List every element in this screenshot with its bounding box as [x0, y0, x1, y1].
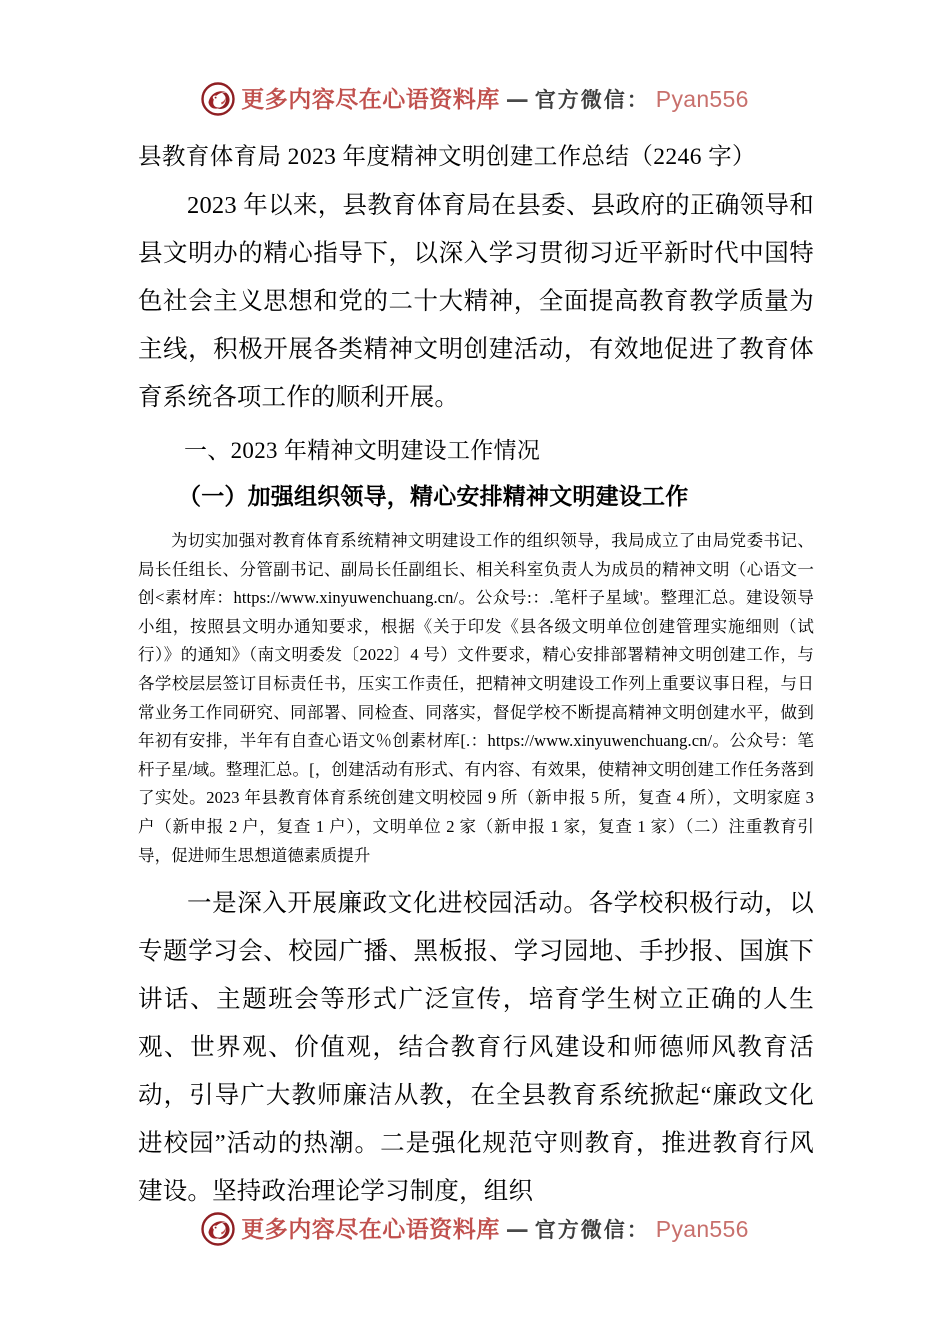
watermark-dash: — [505, 85, 529, 113]
spiral-emblem-icon [201, 1212, 235, 1246]
spacer [138, 870, 814, 880]
watermark-wechat-handle: Pyan556 [655, 85, 749, 112]
footer-watermark [0, 1212, 950, 1246]
watermark-dash: — [505, 1215, 529, 1243]
paragraph-clean-government-culture: 一是深入开展廉政文化进校园活动。各学校积极行动，以专题学习会、校园广播、黑板报、学习园地、手抄报、国旗下讲话、主题班会等形式广泛宣传，培育学生树立正确的人生观、世界观、价值观，结合教育行风建设和师德师风教育活动，引导广大教师廉洁从教，在全县教育系统掀起“廉政文化进校园”活动的热潮。二是强化规范守则教育，推进教育行风建设。坚持政治理论学习制度，组织 [138, 890, 814, 1206]
heading-subsection-one: （一）加强组织领导，精心安排精神文明建设工作 [178, 484, 689, 509]
spiral-emblem-icon [201, 82, 235, 116]
heading-section-one: 一、2023 年精神文明建设工作情况 [184, 438, 541, 463]
paragraph-organization-leadership: 为切实加强对教育体育系统精神文明建设工作的组织领导，我局成立了由局党委书记、局长任组长、分管副书记、副局长任副组长、相关科室负责人为成员的精神文明（心语文一创<素材库：https://www.xinyuwenchuang.cn/。公众号:：.笔杆子星域'。整理汇总。建设领导小组，按照县文明办通知要求，根据《关于印发《县各级文明单位创建管理实施细则（试行）》的通知》（南文明委发〔2022〕4 号）文件要求，精心安排部署精神文明创建工作，与各学校层层签订目标责任书，压实工作责任，把精神文明建设工作列上重要议事日程，与日常业务工作同研究、同部署、同检查、同落实，督促学校不断提高精神文明创建水平，做到年初有安排，半年有自查心语文％创素材库[.：https://www.xinyuwenchuang.cn/。公众号：笔杆子星/域。整理汇总。[，创建活动有形式、有内容、有效果，使精神文明创建工作任务落到了实处。2023 年县教育体育系统创建文明校园 9 所（新申报 5 所，复查 4 所），文明家庭 3 户（新申报 2 户，复查 1 户），文明单位 2 家（新申报 1 家，复查 1 家）（二）注重教育引导，促进师生思想道德素质提升 [138, 531, 814, 865]
watermark-red-text: 更多内容尽在心语资料库 [241, 85, 500, 113]
watermark-red-text: 更多内容尽在心语资料库 [241, 1215, 500, 1243]
document-body [138, 140, 814, 1216]
paragraph-intro: 2023 年以来，县教育体育局在县委、县政府的正确领导和县文明办的精心指导下，以深入学习贯彻习近平新时代中国特色社会主义思想和党的二十大精神，全面提高教育教学质量为主线，积极开展各类精神文明创建活动，有效地促进了教育体育系统各项工作的顺利开展。 [138, 192, 814, 411]
header-watermark [0, 82, 950, 116]
watermark-wechat-label: 官方微信： [534, 1216, 650, 1242]
watermark-wechat-label: 官方微信： [534, 86, 650, 112]
watermark-wechat-handle: Pyan556 [655, 1215, 749, 1242]
document-title: 县教育体育局 2023 年度精神文明创建工作总结（2246 字） [138, 144, 756, 170]
